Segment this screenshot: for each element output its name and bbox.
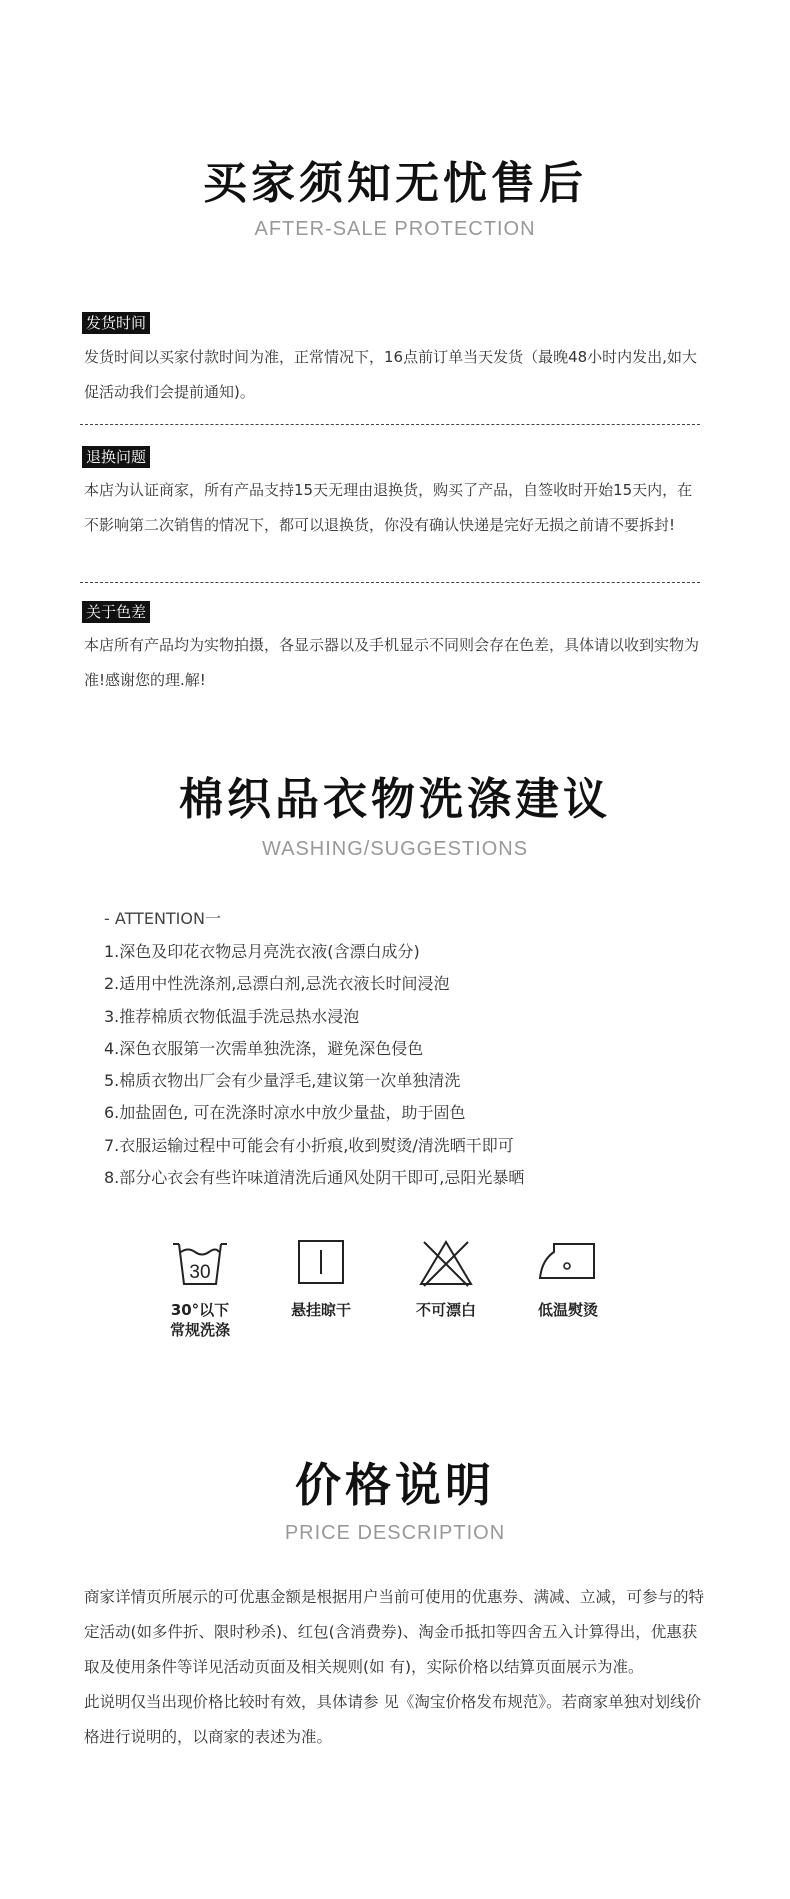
shipping-time-label: 发货时间 [82, 312, 150, 334]
price-description [84, 1580, 704, 1755]
aftersale-title: 买家须知无忧售后 [203, 158, 587, 209]
low-iron-icon [536, 1238, 600, 1288]
list-item: 3.推荐棉质衣物低温手洗忌热水浸泡 [104, 1006, 360, 1026]
price-title: 价格说明 [295, 1458, 495, 1512]
list-item: 2.适用中性洗涤剂,忌漂白剂,忌洗衣液长时间浸泡 [104, 974, 450, 994]
list-item: 4.深色衣服第一次需单独洗涤，避免深色侵色 [104, 1038, 424, 1058]
attention-heading: - ATTENTION一 [104, 909, 221, 928]
no-bleach-icon [416, 1238, 476, 1288]
care-no-bleach [386, 1238, 506, 1320]
care-label: 悬挂晾干 [290, 1301, 351, 1319]
returns-text: 本店为认证商家，所有产品支持15天无理由退换货，购买了产品，自签收时开始15天内，在不影响第二次销售的情况下，都可以退换货，你没有确认快递是完好无损之前请不要拆封! [84, 481, 693, 534]
care-label-line: 30°以下 [170, 1301, 230, 1319]
list-item: 5.棉质衣物出厂会有少量浮毛,建议第一次单独清洗 [104, 1071, 461, 1091]
washing-subtitle: WASHING/SUGGESTIONS [261, 838, 529, 860]
wash-temp-number: 30 [189, 1262, 211, 1283]
divider [80, 582, 700, 583]
care-low-iron [508, 1238, 628, 1320]
care-label: 不可漂白 [415, 1301, 476, 1319]
aftersale-subtitle: AFTER-SALE PROTECTION [254, 218, 536, 240]
divider [80, 424, 700, 425]
price-subtitle: PRICE DESCRIPTION [284, 1522, 506, 1544]
washing-title: 棉织品衣物洗涤建议 [179, 774, 611, 825]
list-item: 6.加盐固色, 可在洗涤时凉水中放少量盐，助于固色 [104, 1103, 466, 1123]
shipping-time-text: 发货时间以买家付款时间为准，正常情况下，16点前订单当天发货（最晚48小时内发出,如大促活动我们会提前通知)。 [84, 348, 697, 401]
list-item: 1.深色及印花衣物忌月亮洗衣液(含漂白成分) [104, 942, 420, 961]
list-item: 8.部分心衣会有些许味道清洗后通风处阴干即可,忌阳光暴晒 [104, 1168, 525, 1188]
color-diff-text: 本店所有产品均为实物拍摄，各显示器以及手机显示不同则会存在色差，具体请以收到实物为准!感谢您的理.解! [84, 636, 700, 689]
price-paragraph: 商家详情页所展示的可优惠金额是根据用户当前可使用的优惠券、满减、立减，可参与的特定活动(如多件折、限时秒杀)、红包(含消费券)、淘金币抵扣等四舍五入计算得出，优惠获取及使用条件等详见活动页面及相关规则(如 有)，实际价格以结算页面展示为准。 [84, 1588, 705, 1676]
care-label [140, 1300, 260, 1340]
care-label-line: 常规洗涤 [169, 1321, 230, 1339]
care-hang-dry [261, 1238, 381, 1320]
hang-dry-icon [291, 1238, 351, 1288]
list-item: 7.衣服运输过程中可能会有小折痕,收到熨烫/清洗晒干即可 [104, 1135, 514, 1155]
care-wash-30 [140, 1238, 260, 1340]
color-diff-label: 关于色差 [82, 601, 150, 623]
washing-tips-list [104, 936, 524, 1194]
care-label: 低温熨烫 [537, 1301, 598, 1319]
returns-label: 退换问题 [82, 446, 150, 468]
price-paragraph: 此说明仅当出现价格比较时有效，具体请参 见《淘宝价格发布规范》。若商家单独对划线价格进行说明的，以商家的表述为准。 [84, 1693, 702, 1746]
wash-30-icon [170, 1238, 230, 1288]
